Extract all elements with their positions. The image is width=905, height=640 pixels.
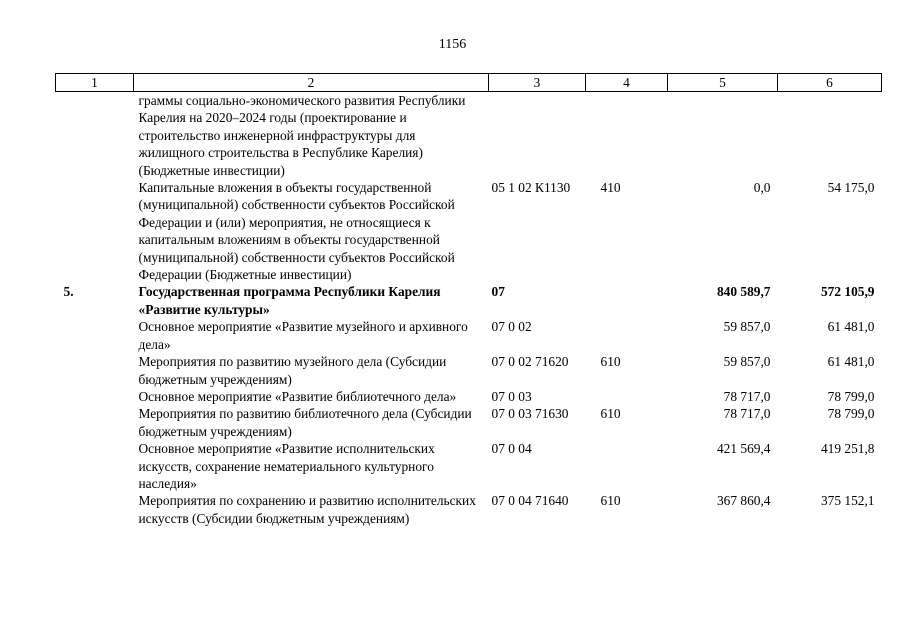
row-amount-2: 572 105,9 (820, 284, 875, 300)
row-number (56, 353, 134, 388)
column-header-6: 6 (778, 74, 882, 92)
row-amount-2: 419 251,8 (820, 441, 875, 457)
row-code: 07 0 02 (491, 319, 532, 335)
table-row (56, 179, 882, 283)
row-code: 07 0 04 71640 (491, 493, 569, 509)
row-name: Капитальные вложения в объекты государственной (муниципальной) собственности субъектов Российской Федерации и (или) мероприятия, не относящиеся к капитальным вложениям в объекты государственной (муниципальной) собственности субъектов Российской Федерации (Бюджетные инвестиции) (138, 180, 455, 283)
row-expense-type (586, 92, 668, 180)
row-expense-type (586, 283, 668, 318)
row-expense-type: 610 (600, 406, 621, 422)
table-row (56, 353, 882, 388)
table-row (56, 492, 882, 527)
row-name: Основное мероприятие «Развитие исполнительских искусств, сохранение нематериального культурного наследия» (138, 441, 435, 491)
row-number (56, 92, 134, 180)
row-name: граммы социально-экономического развития Республики Карелия на 2020–2024 годы (проектирование и строительство инженерной инфраструктуры для жилищного строительства в Республике Карелия) (Бюджетные инвестиции) (138, 93, 466, 178)
row-number (56, 492, 134, 527)
row-amount-1: 840 589,7 (716, 284, 771, 300)
table-row (56, 388, 882, 405)
row-amount-2 (778, 92, 882, 180)
column-header-5: 5 (668, 74, 778, 92)
row-amount-1: 367 860,4 (716, 493, 771, 509)
row-code: 07 0 02 71620 (491, 354, 569, 370)
row-name: Мероприятия по развитию музейного дела (Субсидии бюджетным учреждениям) (138, 354, 447, 387)
row-amount-2: 54 175,0 (827, 180, 875, 196)
row-number (56, 388, 134, 405)
row-code: 05 1 02 К1130 (491, 180, 571, 196)
row-amount-2: 61 481,0 (827, 354, 875, 370)
row-name: Основное мероприятие «Развитие музейного и архивного дела» (138, 319, 468, 352)
row-number (56, 318, 134, 353)
column-header-2: 2 (134, 74, 489, 92)
column-header-1: 1 (56, 74, 134, 92)
row-expense-type (586, 388, 668, 405)
row-amount-1: 59 857,0 (723, 319, 771, 335)
table-header-row (56, 74, 882, 92)
row-number (56, 405, 134, 440)
row-number: 5. (63, 284, 74, 300)
row-amount-2: 61 481,0 (827, 319, 875, 335)
column-header-4: 4 (586, 74, 668, 92)
row-amount-1: 78 717,0 (723, 406, 771, 422)
row-code: 07 (491, 284, 505, 300)
page-number: 1156 (438, 37, 467, 52)
row-amount-1: 0,0 (753, 180, 771, 196)
table-row (56, 92, 882, 180)
row-expense-type (586, 440, 668, 492)
row-amount-2: 375 152,1 (820, 493, 875, 509)
row-number (56, 179, 134, 283)
row-amount-1: 421 569,4 (716, 441, 771, 457)
row-amount-1: 59 857,0 (723, 354, 771, 370)
table-row (56, 405, 882, 440)
row-expense-type: 410 (600, 180, 621, 196)
row-name: Основное мероприятие «Развитие библиотечного дела» (138, 388, 457, 404)
row-amount-2: 78 799,0 (827, 406, 875, 422)
row-amount-1 (668, 92, 778, 180)
table-row (56, 440, 882, 492)
row-number (56, 440, 134, 492)
row-code: 07 0 03 71630 (491, 406, 569, 422)
row-amount-2: 78 799,0 (827, 388, 875, 404)
row-amount-1: 78 717,0 (723, 388, 771, 404)
row-name: Государственная программа Республики Карелия «Развитие культуры» (138, 284, 441, 317)
row-code: 07 0 03 (491, 388, 532, 404)
row-expense-type (586, 318, 668, 353)
row-code: 07 0 04 (491, 441, 532, 457)
table-row (56, 283, 882, 318)
row-expense-type: 610 (600, 493, 621, 509)
row-name: Мероприятия по сохранению и развитию исполнительских искусств (Субсидии бюджетным учреждениям) (138, 493, 476, 526)
column-header-3: 3 (489, 74, 586, 92)
row-expense-type: 610 (600, 354, 621, 370)
table-row (56, 318, 882, 353)
row-name: Мероприятия по развитию библиотечного дела (Субсидии бюджетным учреждениям) (138, 406, 472, 439)
row-code (489, 92, 586, 180)
budget-table (55, 73, 882, 527)
